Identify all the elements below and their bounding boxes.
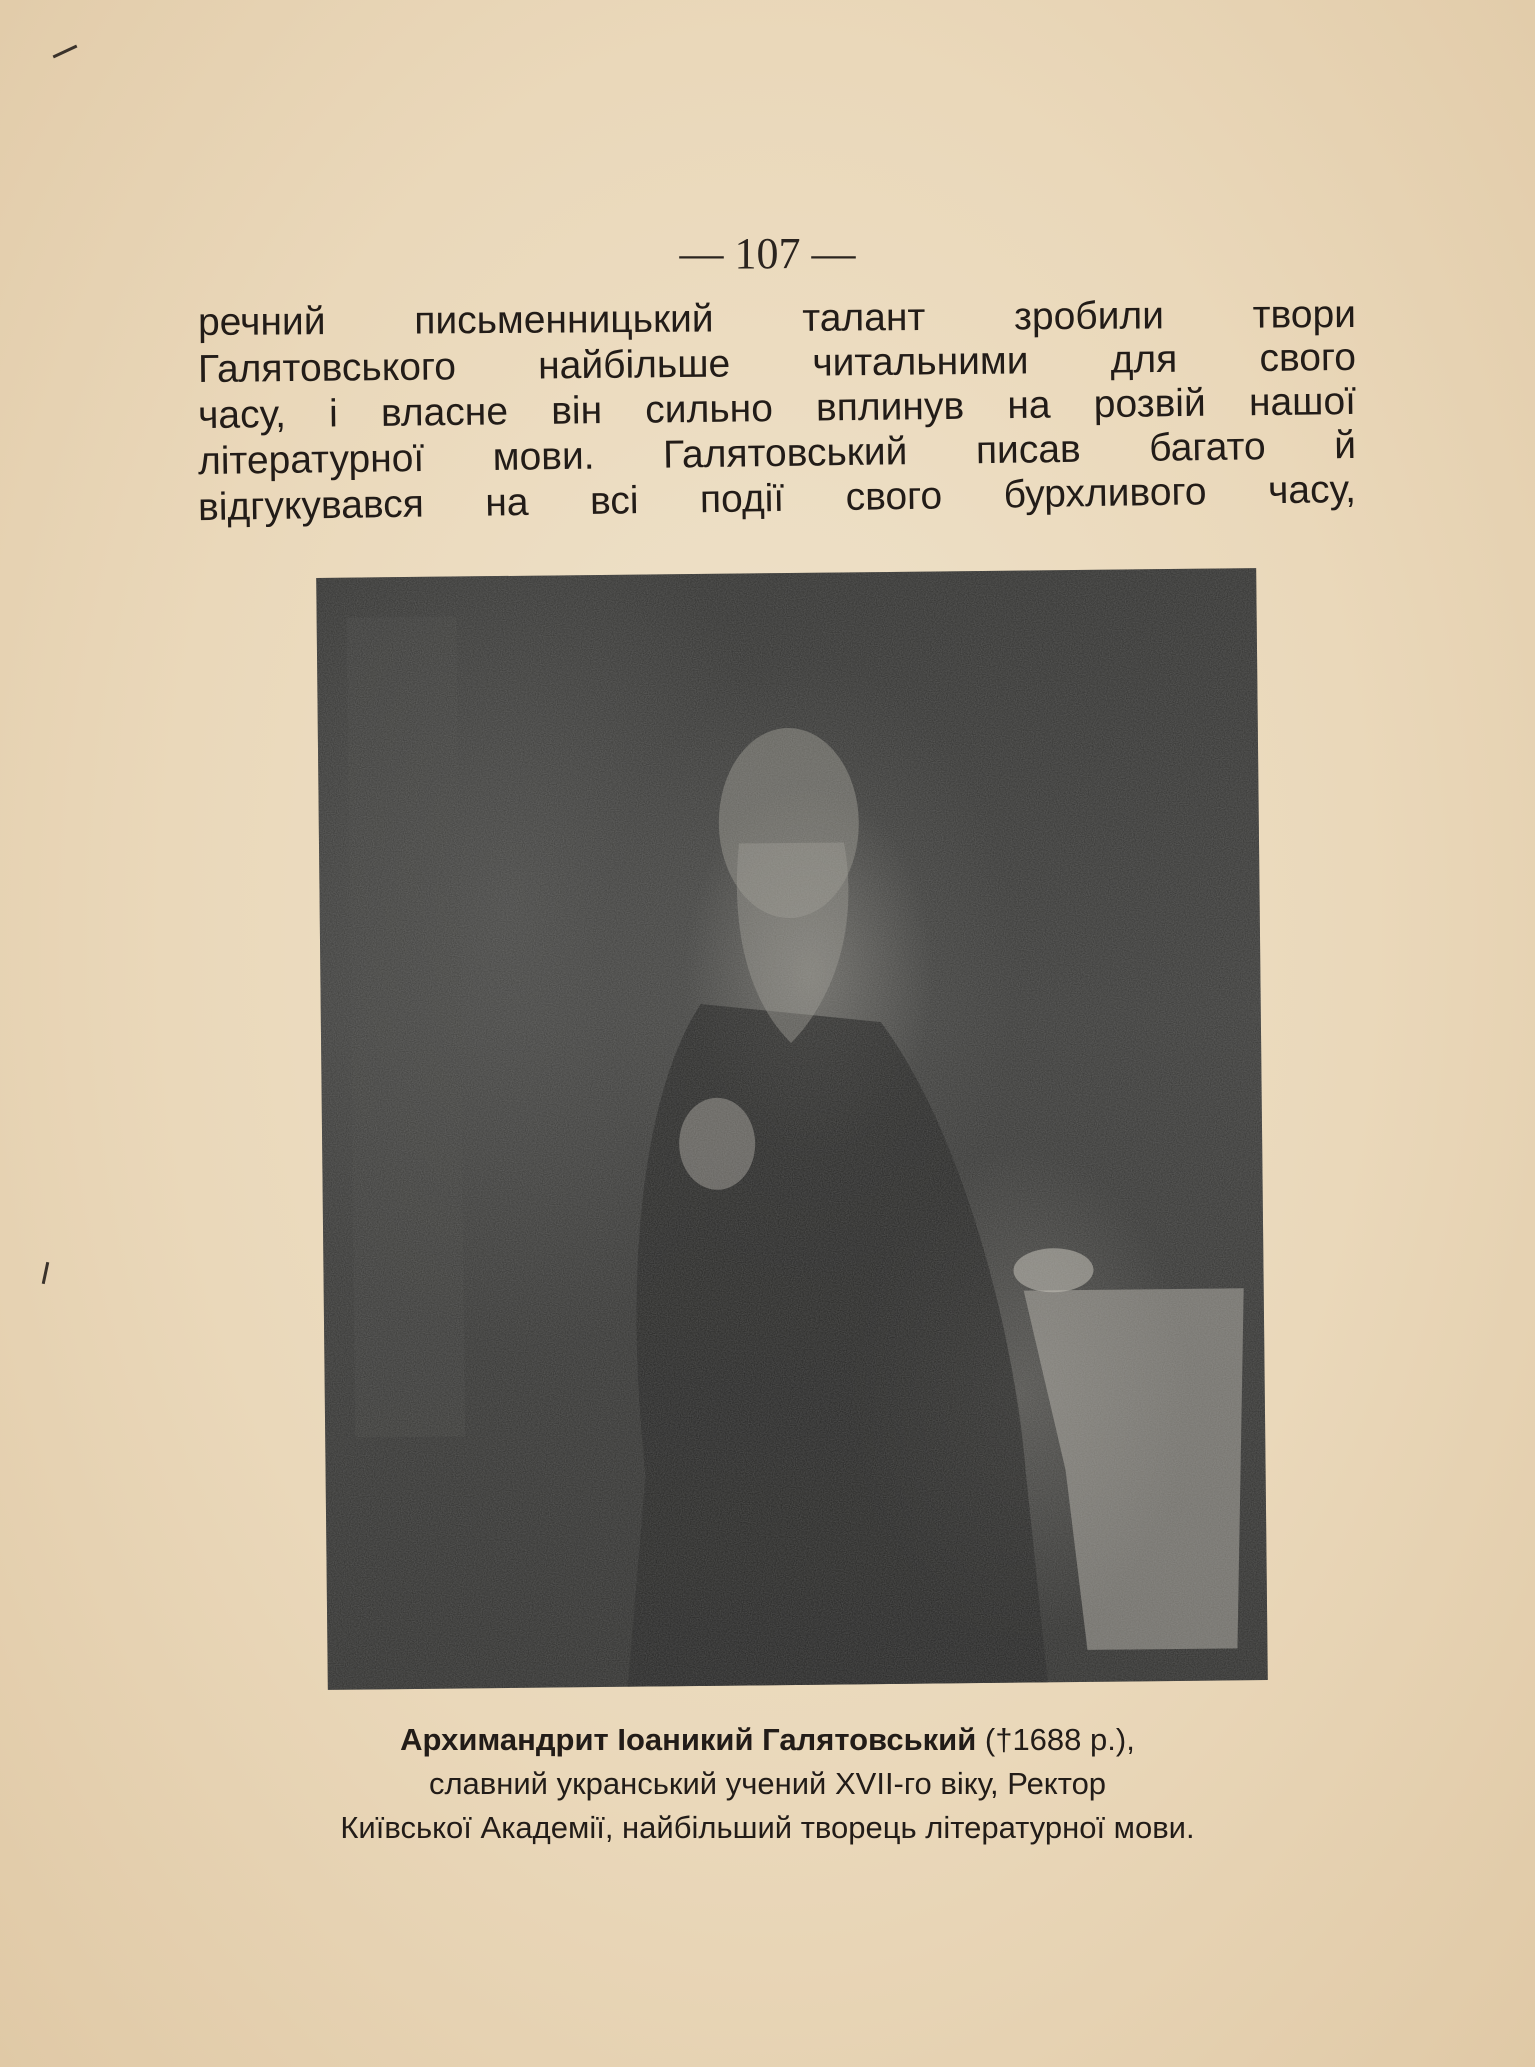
portrait-image bbox=[316, 568, 1268, 1690]
page-mark bbox=[53, 45, 78, 59]
caption-dates: (†1688 р.), bbox=[976, 1722, 1135, 1757]
body-paragraph bbox=[197, 292, 1357, 530]
figure-caption bbox=[0, 1718, 1535, 1850]
caption-line: Київської Академії, найбільший творець літературної мови. bbox=[340, 1810, 1195, 1845]
caption-line bbox=[0, 1718, 1535, 1762]
caption-name: Архимандрит Іоаникий Галятовський bbox=[400, 1722, 977, 1757]
text-line: літературної мови. Галятовський писав багато й bbox=[197, 423, 1357, 484]
text-line: часу, і власне він сильно вплинув на розвій нашої bbox=[197, 379, 1357, 438]
text-line: Галятовського найбільше читальними для свого bbox=[197, 335, 1357, 392]
halftone-grain bbox=[316, 568, 1268, 1690]
page-mark bbox=[42, 1262, 50, 1284]
portrait-plate bbox=[316, 568, 1268, 1690]
caption-line: славний укранський учений XVII-го віку, Ректор bbox=[428, 1766, 1107, 1801]
text-line: речний письменницький талант зробили твори bbox=[197, 292, 1357, 345]
page-number: — 107 — bbox=[679, 229, 856, 278]
text-line: відгукувався на всі події свого бурхливого часу, bbox=[197, 467, 1357, 530]
